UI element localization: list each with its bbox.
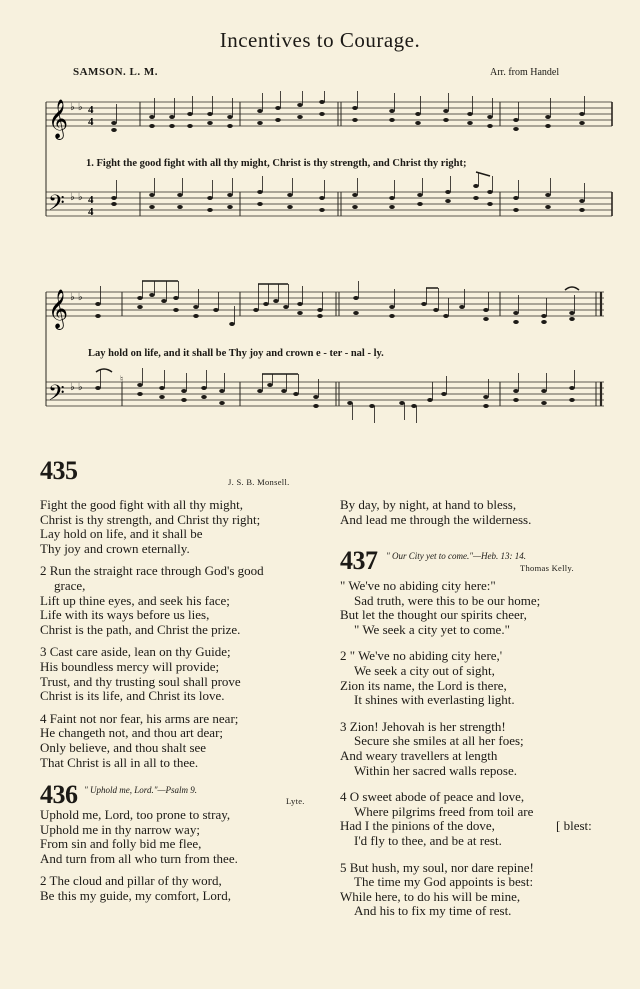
hymn-435-text	[40, 498, 332, 770]
verse: " We've no abiding city here:" Sad truth, were this to be our home; But let the thought our spirits cheer, " We seek a city yet to come."	[340, 578, 541, 637]
treble-clef-icon: 𝄞	[48, 99, 69, 139]
hymn-number-436: 436	[40, 780, 78, 809]
hymn-author-437: Thomas Kelly.	[520, 563, 574, 573]
verse: 5 But hush, my soul, nor dare repine! The time my God appoints is best: While here, to do his will be mine, And his to fix my time of rest.	[340, 859, 534, 919]
svg-text:4: 4	[88, 104, 94, 116]
verse: By day, by night, at hand to bless, And lead me through the wilderness.	[340, 497, 532, 527]
treble-stems-1	[117, 91, 585, 123]
hymn-number-437: 437	[340, 546, 378, 575]
hymn-scripture-437: " Our City yet to come."—Heb. 13: 14.	[386, 551, 527, 561]
verse: Uphold me, Lord, too prone to stray, Uphold me in thy narrow way; From sin and folly bid me flee, And turn from all who turn from thee.	[40, 807, 238, 866]
verse: 2 Run the straight race through God's good grace, Lift up thine eyes, and seek his face; Life with its ways before us lies, Christ is the path, and Christ the prize.	[40, 563, 264, 637]
treble-clef-icon: 𝄞	[48, 289, 69, 329]
svg-text:4: 4	[88, 194, 94, 206]
verse: Fight the good fight with all thy might, Christ is thy strength, and Christ thy right; Lay hold on life, and it shall be Thy joy and crown eternally.	[40, 497, 261, 556]
tune-name: SAMSON. L. M.	[73, 66, 159, 78]
bass-notes-2	[95, 383, 575, 408]
bass-stems-2	[101, 368, 575, 423]
hymn-436-text	[40, 808, 332, 904]
verse: 2 The cloud and pillar of thy word, Be this my guide, my comfort, Lord,	[40, 873, 232, 903]
hymn-scripture-436: " Uphold me, Lord."—Psalm 9.	[84, 785, 197, 795]
hymn-author-435: J. S. B. Monsell.	[228, 477, 290, 487]
treble-notes-1	[111, 100, 585, 132]
bass-clef-icon: 𝄢	[48, 191, 65, 221]
lyrics-line-2: Lay hold on life, and it shall be Thy joy and crown e - ter - nal - ly.	[88, 348, 384, 359]
bass-clef-icon: 𝄢	[48, 381, 65, 411]
verse: 3 Zion! Jehovah is her strength! Secure she smiles at all her foes; And weary travellers at length Within her sacred walls repose.	[340, 718, 524, 778]
verse: 3 Cast care aside, lean on thy Guide; His boundless mercy will provide; Trust, and thy trusting soul shall prove Christ is its life, and Christ its love.	[40, 644, 241, 704]
hymn-436-continued	[340, 498, 604, 527]
svg-text:4: 4	[88, 206, 94, 218]
verse: 4 Faint not nor fear, his arms are near; He changeth not, and thou art dear; Only believe, and thou shalt see That Christ is all in all to thee.	[40, 710, 239, 770]
treble-staff-1	[46, 102, 612, 126]
flat-sign-icon: ♭ ♭	[70, 102, 83, 113]
hymn-author-436: Lyte.	[286, 796, 305, 806]
bass-staff-1	[46, 192, 612, 216]
svg-text:4: 4	[88, 116, 94, 128]
treble-staff-2	[46, 292, 604, 316]
treble-stems-2	[101, 281, 575, 324]
arranger-credit: Arr. from Handel	[490, 67, 560, 78]
flat-sign-icon: ♭ ♭	[70, 292, 83, 303]
svg-text:♮: ♮	[120, 375, 124, 385]
hymn-number-435: 435	[40, 456, 78, 485]
hymn-437-text	[340, 579, 604, 919]
lyrics-line-1: 1. Fight the good fight with all thy might, Christ is thy strength, and Christ thy right;	[86, 158, 467, 169]
flat-sign-icon: ♭ ♭	[70, 382, 83, 393]
bass-staff-2	[46, 382, 604, 406]
verse: 4 O sweet abode of peace and love, Where pilgrims freed from toil are Had I the pinions of the dove, [ blest: I'd fly to thee, and be at rest.	[340, 789, 592, 848]
page-title: Incentives to Courage.	[219, 28, 421, 52]
flat-sign-icon: ♭ ♭	[70, 192, 83, 203]
verse: 2 " We've no abiding city here,' We seek a city out of sight, Zion its name, the Lord is there, It shines with everlasting light.	[340, 648, 515, 708]
